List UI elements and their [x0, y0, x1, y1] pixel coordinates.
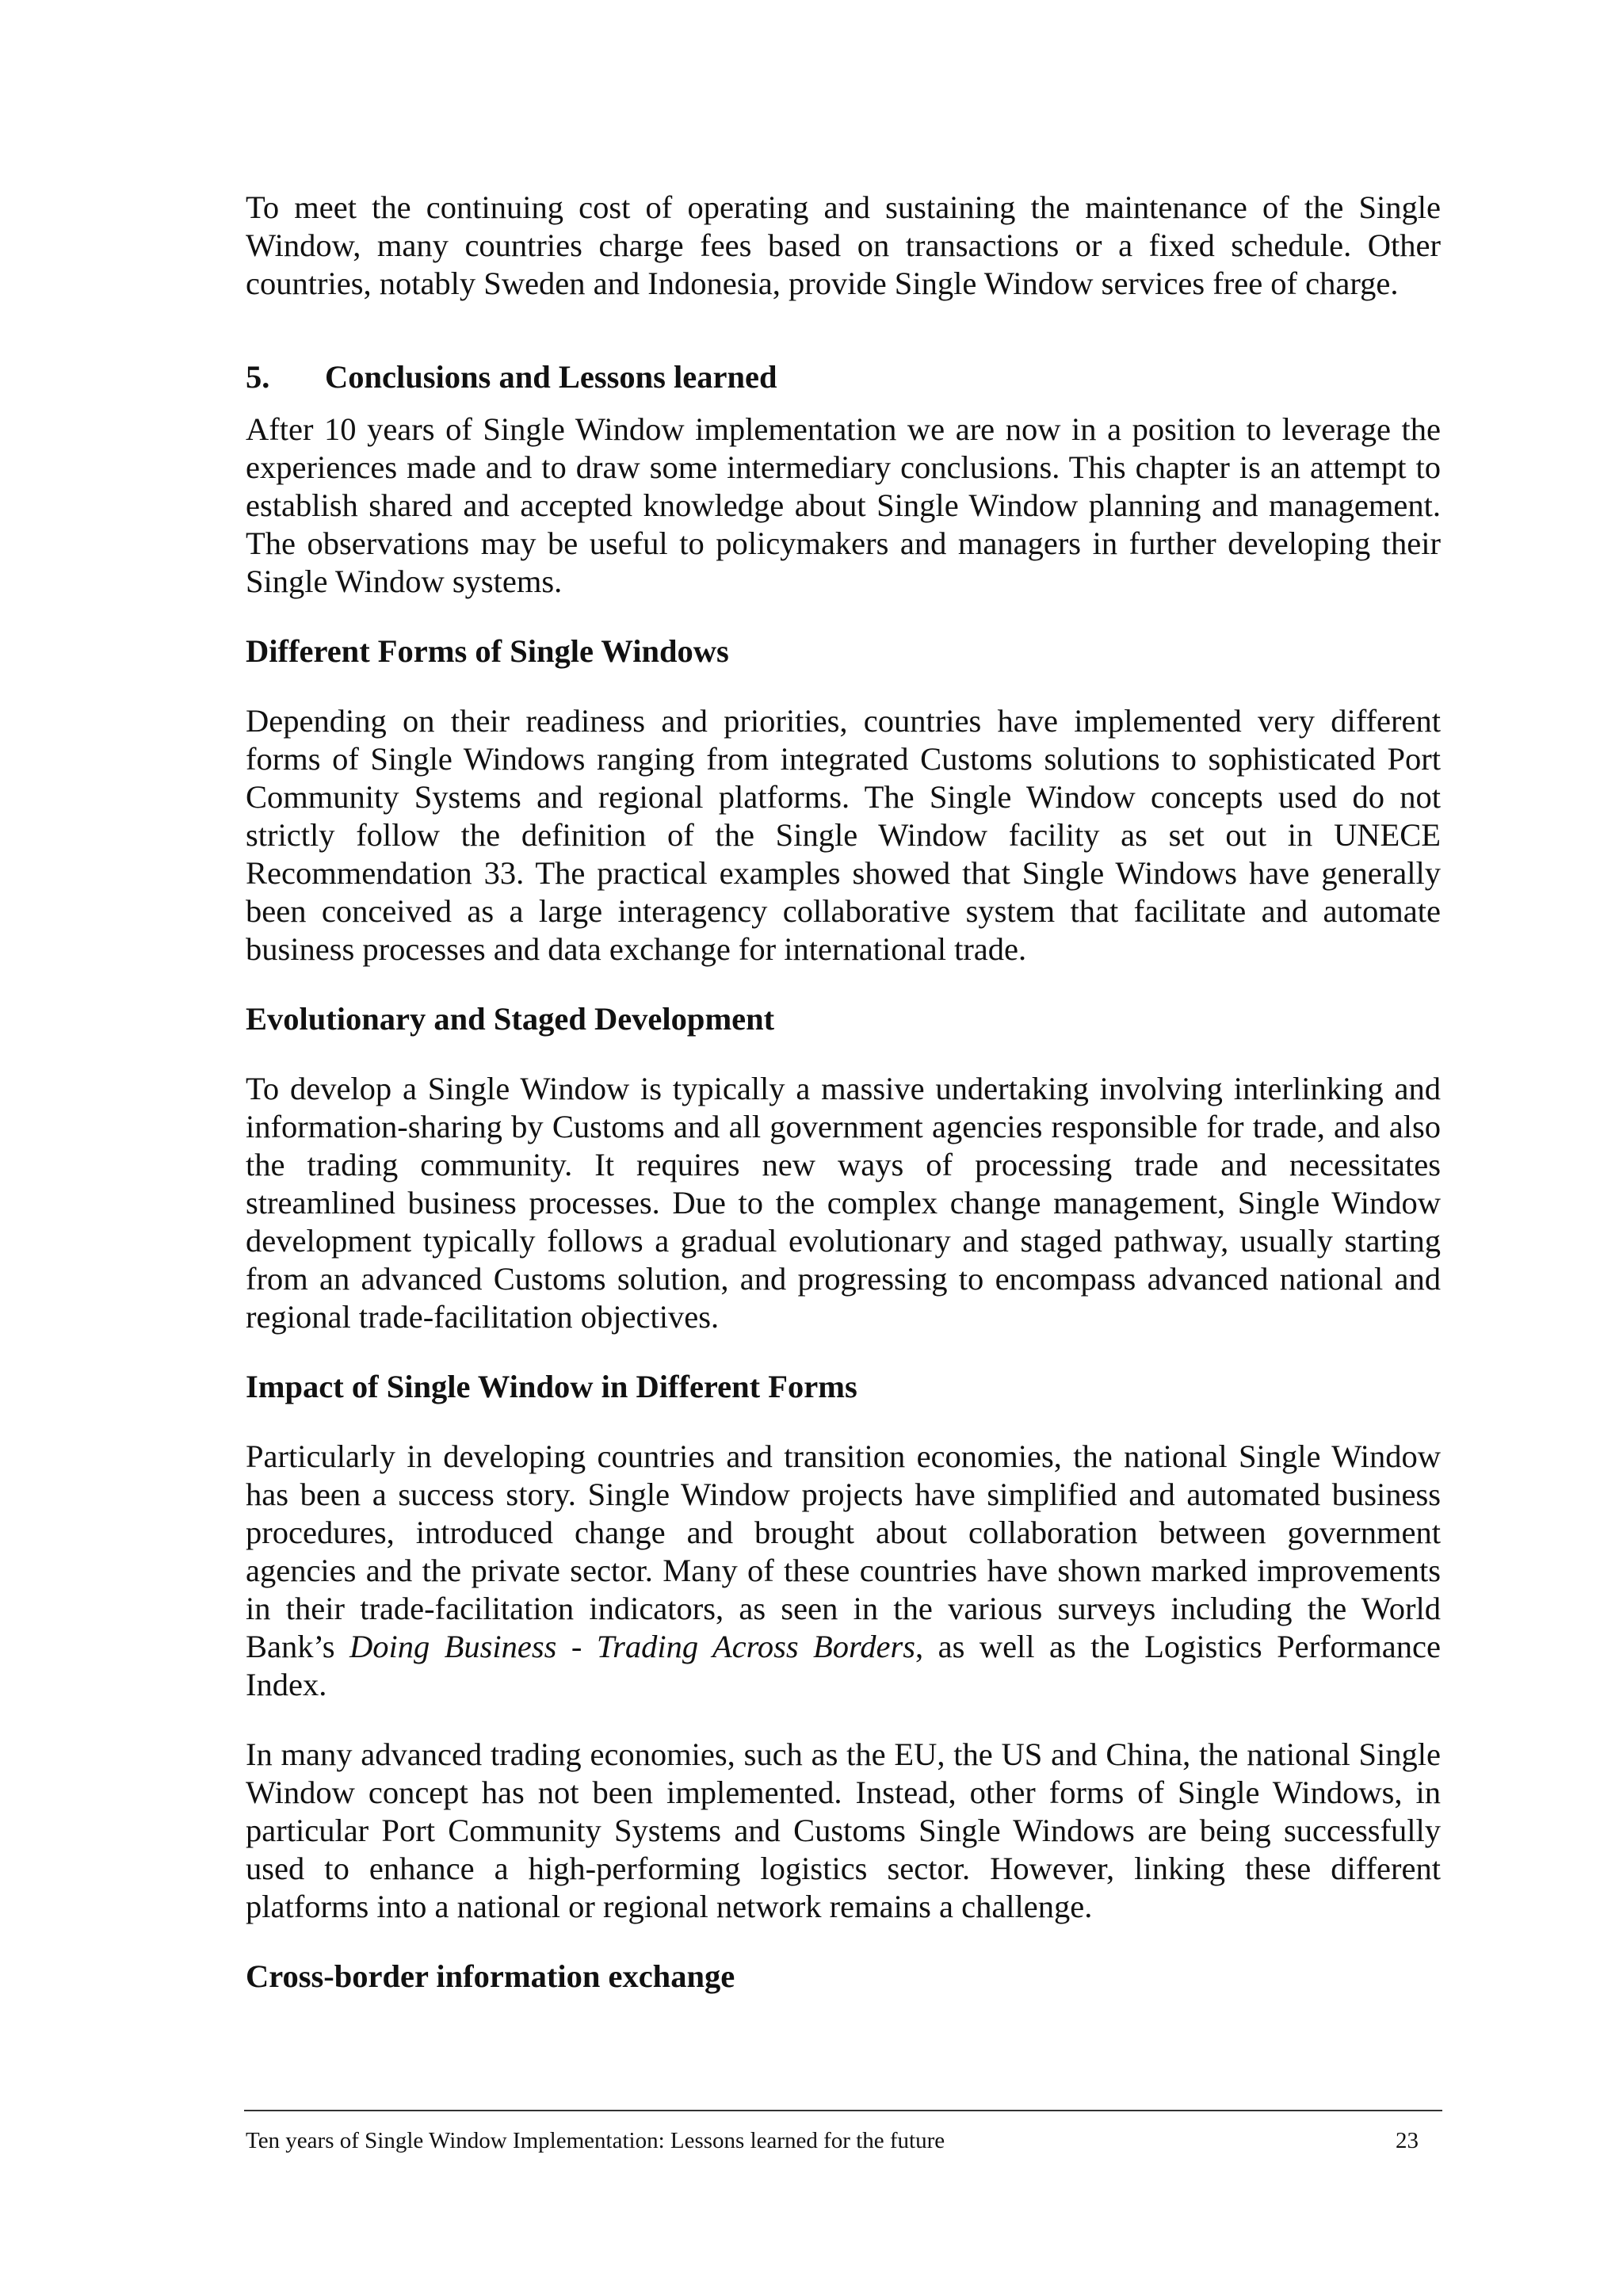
subheading-crossborder: Cross-border information exchange [246, 1958, 735, 1994]
page-number: 23 [1396, 2128, 1419, 2153]
section-number: 5. [246, 359, 270, 395]
paragraph-impact-1-text-b: , as well as the Logistics Performance Index. [246, 1629, 1441, 1702]
section-title: Conclusions and Lessons learned [325, 359, 777, 395]
section-paragraph: After 10 years of Single Window implementation we are now in a position to leverage the experiences made and to draw some intermediary conclusions. This chapter is an attempt to establish shared and accepted knowledge about Single Window planning and management. The observations may be useful to policymakers and managers in further developing their Single Window systems. [246, 411, 1441, 599]
footer-divider [244, 2110, 1442, 2111]
footer-title: Ten years of Single Window Implementation: Lessons learned for the future [246, 2128, 945, 2153]
subheading-impact: Impact of Single Window in Different Forms [246, 1369, 857, 1404]
paragraph-impact-1-text-a: Particularly in developing countries and transition economies, the national Single Window has been a success story. Single Window projects have simplified and automated business procedures, introduced change and brought about collaboration between government agencies and the private sector. Many of these countries have shown marked improvements in their trade-facilitation indicators, as seen in the various surveys including the World Bank’s [246, 1438, 1441, 1664]
document-body [246, 189, 1441, 1996]
intro-paragraph: To meet the continuing cost of operating and sustaining the maintenance of the Single Window, many countries charge fees based on transactions or a fixed schedule. Other countries, notably Sweden and Indonesia, provide Single Window services free of charge. [246, 189, 1441, 301]
paragraph-evolutionary: To develop a Single Window is typically a massive undertaking involving interlinking and information-sharing by Customs and all government agencies responsible for trade, and also the trading community. It requires new ways of processing trade and necessitates streamlined business processes. Due to the complex change management, Single Window development typically follows a gradual evolutionary and staged pathway, usually starting from an advanced Customs solution, and progressing to encompass advanced national and regional trade-facilitation objectives. [246, 1071, 1441, 1335]
subheading-forms: Different Forms of Single Windows [246, 633, 729, 669]
paragraph-forms: Depending on their readiness and priorities, countries have implemented very different forms of Single Windows ranging from integrated Customs solutions to sophisticated Port Community Systems and regional platforms. The Single Window concepts used do not strictly follow the definition of the Single Window facility as set out in UNECE Recommendation 33. The practical examples showed that Single Windows have generally been conceived as a large interagency collaborative system that facilitate and automate business processes and data exchange for international trade. [246, 703, 1441, 967]
paragraph-impact-2: In many advanced trading economies, such as the EU, the US and China, the national Single Window concept has not been implemented. Instead, other forms of Single Windows, in particular Port Community Systems and Customs Single Windows are being successfully used to enhance a high-performing logistics sector. However, linking these different platforms into a national or regional network remains a challenge. [246, 1736, 1441, 1924]
paragraph-impact-1 [246, 1438, 1441, 1704]
doing-business-title: Doing Business - Trading Across Borders [349, 1629, 916, 1664]
section-heading [246, 358, 1441, 396]
page-footer [246, 2126, 1419, 2155]
subheading-evolutionary: Evolutionary and Staged Development [246, 1001, 775, 1037]
